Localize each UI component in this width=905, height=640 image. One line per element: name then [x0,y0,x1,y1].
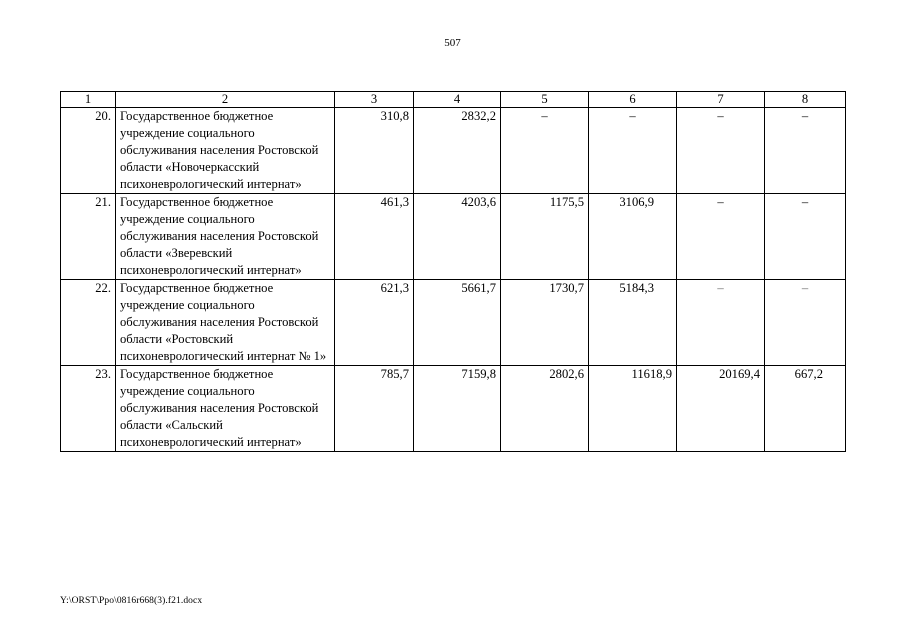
value-cell: 5661,7 [414,280,501,366]
value-cell: 7159,8 [414,366,501,452]
value-cell: – [677,194,765,280]
column-header: 8 [765,92,846,108]
value-cell: 3106,9 [589,194,677,280]
value-cell: 2802,6 [501,366,589,452]
column-header: 4 [414,92,501,108]
institution-name: Государственное бюджетное учреждение социального обслуживания населения Ростовской области «Новочеркасский психоневрологический интернат» [116,108,335,194]
value-cell: – [677,108,765,194]
value-cell: 5184,3 [589,280,677,366]
value-cell: – [765,108,846,194]
value-cell: 20169,4 [677,366,765,452]
value-cell: 785,7 [335,366,414,452]
row-number: 21. [61,194,116,280]
value-cell: 310,8 [335,108,414,194]
column-header: 1 [61,92,116,108]
value-cell: 621,3 [335,280,414,366]
file-path-footer: Y:\ORST\Ppo\0816r668(3).f21.docx [60,596,203,606]
row-number: 20. [61,108,116,194]
value-cell: 461,3 [335,194,414,280]
value-cell: 2832,2 [414,108,501,194]
column-header: 3 [335,92,414,108]
value-cell: – [765,194,846,280]
institution-name: Государственное бюджетное учреждение социального обслуживания населения Ростовской области «Ростовский психоневрологический интернат № 1» [116,280,335,366]
institution-name: Государственное бюджетное учреждение социального обслуживания населения Ростовской области «Сальский психоневрологический интернат» [116,366,335,452]
column-header: 7 [677,92,765,108]
header-row [61,92,846,108]
value-cell: – [501,108,589,194]
institution-name: Государственное бюджетное учреждение социального обслуживания населения Ростовской области «Зверевский психоневрологический интернат» [116,194,335,280]
value-cell: 667,2 [765,366,846,452]
table-row [61,108,846,194]
value-cell: – [765,280,846,366]
table-row [61,366,846,452]
page-number: 507 [444,37,461,49]
table-row [61,194,846,280]
value-cell: 1730,7 [501,280,589,366]
column-header: 6 [589,92,677,108]
value-cell: – [677,280,765,366]
budget-table [60,91,846,452]
table-row [61,280,846,366]
row-number: 22. [61,280,116,366]
column-header: 2 [116,92,335,108]
column-header: 5 [501,92,589,108]
value-cell: 11618,9 [589,366,677,452]
value-cell: 4203,6 [414,194,501,280]
value-cell: – [589,108,677,194]
row-number: 23. [61,366,116,452]
value-cell: 1175,5 [501,194,589,280]
